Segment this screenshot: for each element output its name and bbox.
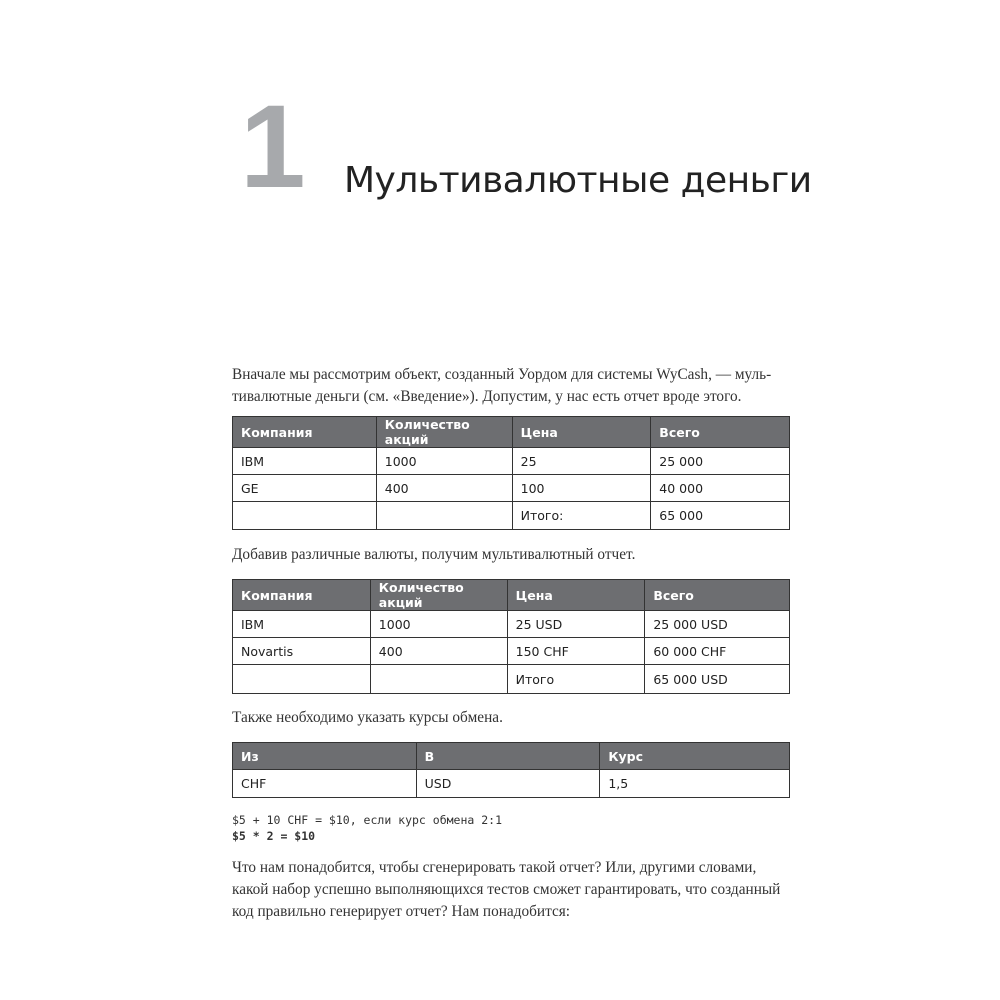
paragraph-3: Также необходимо указать курсы обмена. bbox=[232, 709, 503, 726]
cell: 400 bbox=[376, 475, 512, 502]
cell: 150 CHF bbox=[507, 638, 645, 665]
stock-report-table bbox=[232, 416, 790, 530]
table-header-row bbox=[233, 743, 790, 770]
table-row bbox=[233, 502, 790, 530]
cell bbox=[233, 665, 371, 694]
header-cell: Количество акций bbox=[370, 580, 507, 611]
text-line: код правильно генерирует отчет? Нам понадобится: bbox=[232, 903, 571, 920]
cell: Итого bbox=[507, 665, 645, 694]
header-cell: Курс bbox=[600, 743, 790, 770]
header-cell: Цена bbox=[512, 417, 651, 448]
chapter-number: 1 bbox=[240, 81, 306, 213]
code-block bbox=[232, 812, 502, 844]
paragraph-2: Добавив различные валюты, получим мультивалютный отчет. bbox=[232, 546, 636, 563]
cell: 400 bbox=[370, 638, 507, 665]
text-line: Вначале мы рассмотрим объект, созданный Уордом для системы WyCash, — муль- bbox=[232, 366, 772, 383]
text-line: Что нам понадобится, чтобы сгенерировать такой отчет? Или, другими словами, bbox=[232, 859, 757, 876]
table-row bbox=[233, 448, 790, 475]
cell: 25 000 USD bbox=[645, 611, 790, 638]
header-cell: Всего bbox=[645, 580, 790, 611]
header-cell: Компания bbox=[233, 417, 377, 448]
header-cell: Количество акций bbox=[376, 417, 512, 448]
text-line: тивалютные деньги (см. «Введение»). Допустим, у нас есть отчет вроде этого. bbox=[232, 388, 742, 405]
cell: 25 bbox=[512, 448, 651, 475]
cell: USD bbox=[416, 770, 600, 798]
cell: 65 000 bbox=[651, 502, 790, 530]
text-line: какой набор успешно выполняющихся тестов сможет гарантировать, что созданный bbox=[232, 881, 781, 898]
exchange-rate-table bbox=[232, 742, 790, 798]
cell: 100 bbox=[512, 475, 651, 502]
cell: 40 000 bbox=[651, 475, 790, 502]
table-row bbox=[233, 665, 790, 694]
table-row bbox=[233, 638, 790, 665]
table-row bbox=[233, 475, 790, 502]
header-cell: Цена bbox=[507, 580, 645, 611]
cell bbox=[233, 502, 377, 530]
cell: 1000 bbox=[370, 611, 507, 638]
header-cell: Всего bbox=[651, 417, 790, 448]
cell: 1,5 bbox=[600, 770, 790, 798]
cell: 25 USD bbox=[507, 611, 645, 638]
cell: Итого: bbox=[512, 502, 651, 530]
cell: 1000 bbox=[376, 448, 512, 475]
table-header-row bbox=[233, 417, 790, 448]
cell: GE bbox=[233, 475, 377, 502]
table-row bbox=[233, 611, 790, 638]
code-line-bold: $5 * 2 = $10 bbox=[232, 829, 316, 843]
chapter-title: Мультивалютные деньги bbox=[344, 160, 812, 201]
table-row bbox=[233, 770, 790, 798]
cell: IBM bbox=[233, 448, 377, 475]
multicurrency-report-table bbox=[232, 579, 790, 694]
intro-paragraph bbox=[232, 364, 792, 408]
cell: CHF bbox=[233, 770, 417, 798]
header-cell: Компания bbox=[233, 580, 371, 611]
code-line: $5 + 10 CHF = $10, если курс обмена 2:1 bbox=[232, 813, 503, 827]
cell: 65 000 USD bbox=[645, 665, 790, 694]
cell: IBM bbox=[233, 611, 371, 638]
table-header-row bbox=[233, 580, 790, 611]
cell: 60 000 CHF bbox=[645, 638, 790, 665]
cell bbox=[370, 665, 507, 694]
header-cell: В bbox=[416, 743, 600, 770]
cell: Novartis bbox=[233, 638, 371, 665]
paragraph-4 bbox=[232, 857, 792, 923]
header-cell: Из bbox=[233, 743, 417, 770]
cell: 25 000 bbox=[651, 448, 790, 475]
cell bbox=[376, 502, 512, 530]
